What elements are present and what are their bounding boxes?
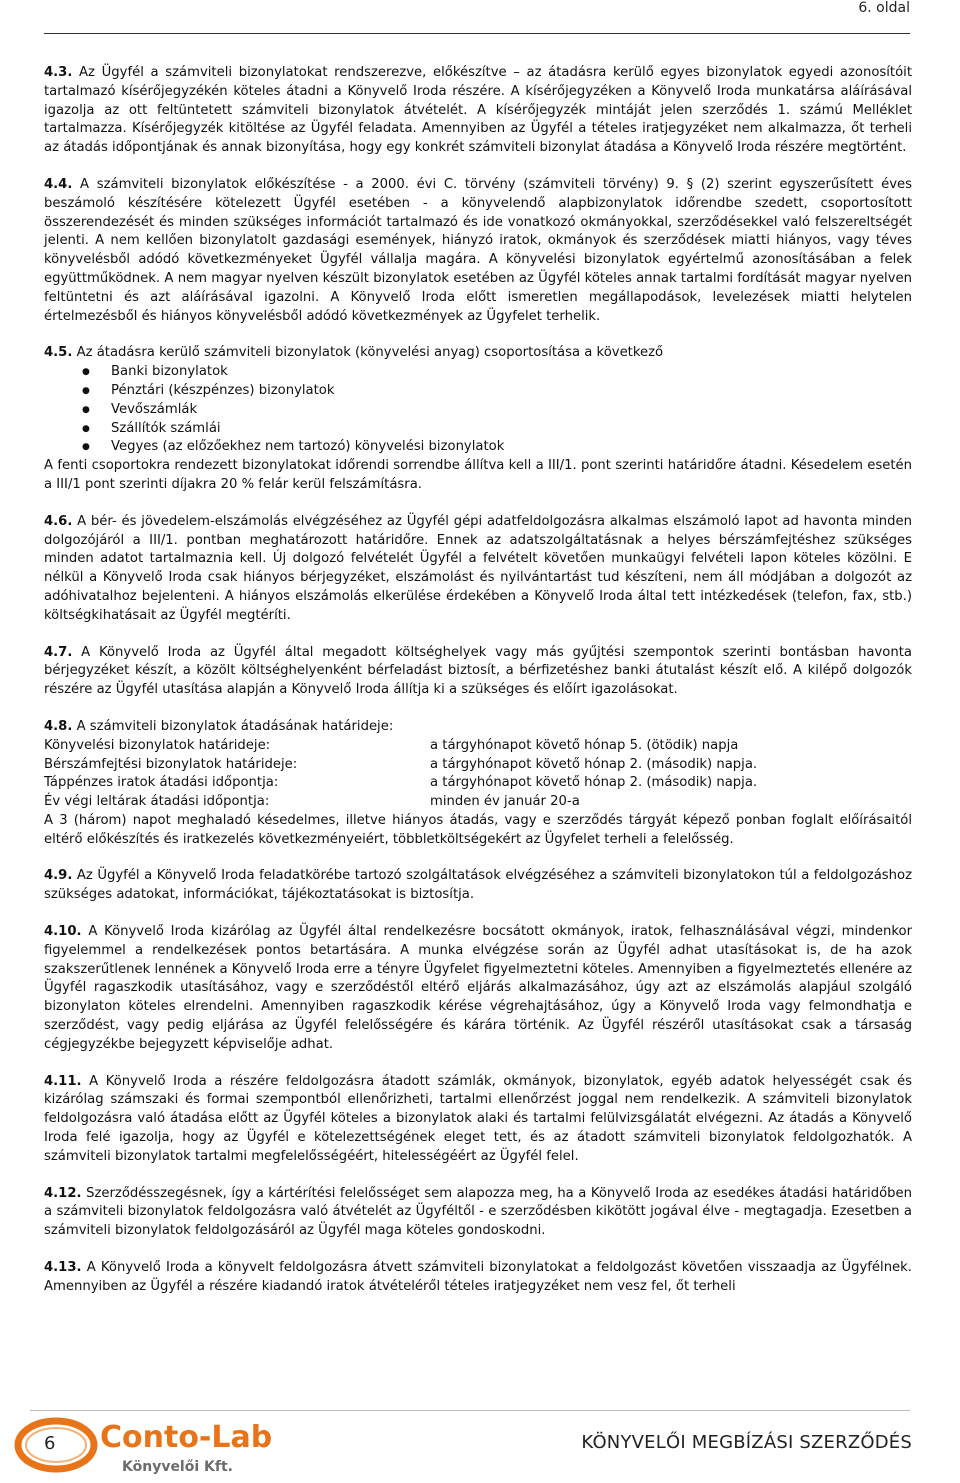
section-text: A Könyvelő Iroda kizárólag az Ügyfél által rendelkezésre bocsátott okmányok, iratok, felhasználásával végzi, mindenkor figyelemmel a rendelkezések pontos betartására. A munka elvégzése során az Ügyfél adhat utasításokat is, de ha azok szakszerűtlenek lennének a Könyvelő Iroda erre a tényre Ügyfelet figyelmeztetni köteles. Amennyiben a figyelmeztetés ellenére az Ügyfél ragaszkodik utasításához, vagy e szerződéstől eltérő eljárás alkalmazásához, úgy azt az elszámolás alapjául szolgáló bizonylaton köteles elrendelni. Amennyiben ragaszkodik kérése végrehajtásához, úgy a Könyvelő Iroda vagy felmondhatja e szerződést, vagy pedig eljárása az Ügyfél felelősségére és kárára történik. Az Ügyfél részéről utasításokat csak a társaság cégjegyzékbe bejegyzett képviselője adhat. xyxy=(44,924,912,1052)
section-text: A Könyvelő Iroda a könyvelt feldolgozásra átvett számviteli bizonylatokat a feldolgozást követően visszaadja az Ügyfélnek. Amennyiben az Ügyfél a részére kiadandó iratok átvételéről tételes iratjegyzéket nem vesz fel, őt terheli xyxy=(44,1260,912,1294)
section-number: 4.5. xyxy=(44,345,73,361)
section-number: 4.9. xyxy=(44,868,73,884)
section-4-3 xyxy=(44,64,912,158)
header-divider xyxy=(44,33,910,34)
section-text: Szerződésszegésnek, így a kártérítési felelősséget sem alapozza meg, ha a Könyvelő Iroda az esedékes átadási határidőben a számviteli bizonylatok feldolgozásra való átvételét az Ügyféltől - e szerződésben kikötött jogával élve - megtagadja. Ezesetben a számviteli bizonylatok feldolgozásáról az Ügyfél maga köteles gondoskodni. xyxy=(44,1185,912,1239)
section-text: Az Ügyfél a számviteli bizonylatokat rendszerezve, előkészítve – az átadásra kerülő egyes bizonylatok egyedi azonosítóit tartalmazó kísérőjegyzékén köteles átadni a Könyvelő Iroda részére. A kísérőjegyzéken a Könyvelő Iroda munkatársa aláírásával igazolja az ott feltüntetett számviteli bizonylatok átvételét. A kísérőjegyzék mintáját jelen szerződés 1. számú Melléklet tartalmazza. Kísérőjegyzék kitöltése az Ügyfél feladata. Amennyiben az Ügyfél a tételes iratjegyzéket nem alkalmazza, őt terheli az átadás időpontjának és annak bizonyítása, hogy egy konkrét számviteli bizonylat átadása a Könyvelő Iroda részére megtörtént. xyxy=(44,65,912,156)
section-number: 4.12. xyxy=(44,1185,82,1201)
footer-divider xyxy=(30,1410,910,1411)
deadline-label: Év végi leltárak átadási időpontja: xyxy=(44,794,270,810)
section-number: 4.3. xyxy=(44,65,73,80)
section-intro: Az átadásra kerülő számviteli bizonylatok (könyvelési anyag) csoportosítása a következő xyxy=(76,345,664,361)
deadline-label: Bérszámfejtési bizonylatok határideje: xyxy=(44,756,298,772)
section-4-10 xyxy=(44,923,912,1055)
list-item: ● Szállítók számlái xyxy=(44,420,912,439)
document-body xyxy=(44,64,912,1315)
footer-page-number: 6 xyxy=(44,1433,56,1454)
section-4-7 xyxy=(44,644,912,700)
section-4-5 xyxy=(44,344,912,494)
deadline-value: a tárgyhónapot követő hónap 2. (második) napja. xyxy=(430,775,758,791)
table-row xyxy=(44,793,912,812)
list-item: ● Vevőszámlák xyxy=(44,401,912,420)
section-text: A számviteli bizonylatok előkészítése - a 2000. évi C. törvény (számviteli törvény) 9. § (2) szerint egyszerűsített éves beszámoló készítésére kötelezett Ügyfél esetében - a könyvelendő alapbizonylatok időrendbe szedett, csoportosított összerendezését és minden szükséges információt tartalmazó és ide vonatkozó okmányokkal, szerződésekkel való felszereltségét jelenti. A nem kellően bizonylatolt gazdasági események, hiányzó iratok, okmányok és szerződések miatti hiányos, vagy téves könyvelésből adódó következményeket Ügyfél vállalja magára. A könyvelési bizonylatok egyértelmű azonosításában a felek együttműködnek. A nem magyar nyelven készült bizonylatok esetében az Ügyfél köteles annak tartalmi fordítását magyar nyelven feltüntetni és azt aláírásával igazolni. A Könyvelő Iroda előtt ismeretlen megállapodások, levelezések miatti helytelen értelmezésből és hiányos könyvelésből adódó következmények az Ügyfelet terhelik. xyxy=(44,176,912,324)
section-number: 4.4. xyxy=(44,176,73,192)
section-number: 4.10. xyxy=(44,924,82,940)
deadline-value: a tárgyhónapot követő hónap 2. (második) napja. xyxy=(430,756,758,772)
footer-document-title: KÖNYVELŐI MEGBÍZÁSI SZERZŐDÉS xyxy=(581,1432,912,1453)
section-text: A Könyvelő Iroda a részére feldolgozásra átadott számlák, okmányok, bizonylatok, egyéb adatok helyességét csak és kizárólag számszaki és formai szempontból ellenőrizheti, tartalmi ellenőrzést joggal nem rendelkezik. A számviteli bizonylatok feldolgozásra való átadása előtt az Ügyfél köteles a bizonylatok alaki és tartalmi felülvizsgálatát elvégezni. Az átadás a Könyvelő Iroda felé igazolja, hogy az Ügyfél e kötelezettségének eleget tett, és az átadott számviteli bizonylatok feldolgozhatók. A számviteli bizonylatok tartalmi megfelelősségéért, hitelességéért az Ügyfél felel. xyxy=(44,1073,912,1164)
section-number: 4.11. xyxy=(44,1073,82,1089)
section-outro: A 3 (három) napot meghaladó késedelmes, illetve hiányos átadás, vagy e szerződés tárgyát képező ponban foglalt előírásaitól eltérő előkészítés és iratkezelés következményeiért, többletköltségekért az Ügyfelet terheli a felelősség. xyxy=(44,812,912,847)
section-text: A Könyvelő Iroda az Ügyfél által megadott költséghelyek vagy más gyűjtési szempontok szerinti bontásban havonta bérjegyzéket készít, a közölt költséghelyenként bérfeladást biztosít, a bérfizetéshez banki átutalást készít elő. A kilépő dolgozók részére az Ügyfél utasítása alapján a Könyvelő Iroda állítja ki a szükséges és előírt igazolásokat. xyxy=(44,644,912,698)
section-4-4 xyxy=(44,176,912,326)
logo-ring-icon xyxy=(26,1428,86,1462)
table-row xyxy=(44,774,912,793)
section-4-6 xyxy=(44,513,912,626)
section-text: Az Ügyfél a Könyvelő Iroda feladatkörébe tartozó szolgáltatások elvégzéséhez a számviteli bizonylatokon túl a feldolgozáshoz szükséges adatokat, információkat, tájékoztatásokat is biztosítja. xyxy=(44,868,912,903)
deadline-value: minden év január 20-a xyxy=(430,794,580,810)
section-4-12 xyxy=(44,1185,912,1241)
deadline-label: Táppénzes iratok átadási időpontja: xyxy=(44,775,279,791)
section-4-8 xyxy=(44,718,912,850)
table-row xyxy=(44,737,912,756)
logo-wordmark: Conto-Lab xyxy=(100,1420,273,1455)
section-number: 4.6. xyxy=(44,513,73,529)
list-item: ● Vegyes (az előzőekhez nem tartozó) könyvelési bizonylatok xyxy=(44,438,912,457)
section-text: A bér- és jövedelem-elszámolás elvégzéséhez az Ügyfél gépi adatfeldolgozásra alkalmas elszámoló lapot ad havonta minden dolgozójáról a III/1. pontban meghatározott határidőre. Ennek az adatszolgáltatásnak a helyes bérszámfejtéshez szükséges minden adatot tartalmaznia kell. Új dolgozó felvételét Ügyfél a felvételt követően munkaügyi felvételi lapon köteles közölni. E nélkül a Könyvelő Iroda csak hiányos bérjegyzéket, elszámolást és nyilvántartást tud készíteni, nem áll módjában a dolgozót az adóhivatalhoz bejelenteni. A hiányos elszámolás elkerülése érdekében a Könyvelő Iroda által tett intézkedések (telefon, fax, stb.) költségkihatásait az Ügyfél megtéríti. xyxy=(44,513,912,623)
list-item: ● Pénztári (készpénzes) bizonylatok xyxy=(44,382,912,401)
logo-subtitle: Könyvelői Kft. xyxy=(122,1459,233,1475)
page-number-header: 6. oldal xyxy=(858,0,910,16)
section-number: 4.13. xyxy=(44,1260,82,1276)
document-group-list xyxy=(44,363,912,457)
deadline-table xyxy=(44,737,912,812)
section-number: 4.8. xyxy=(44,718,73,734)
section-4-13 xyxy=(44,1259,912,1297)
list-item: ● Banki bizonylatok xyxy=(44,363,912,382)
section-4-11 xyxy=(44,1073,912,1167)
deadline-label: Könyvelési bizonylatok határideje: xyxy=(44,737,271,753)
section-number: 4.7. xyxy=(44,644,73,660)
deadline-value: a tárgyhónapot követő hónap 5. (ötödik) napja xyxy=(430,737,739,753)
conto-lab-logo xyxy=(12,1413,302,1477)
table-row xyxy=(44,756,912,775)
section-intro: A számviteli bizonylatok átadásának határideje: xyxy=(76,718,394,734)
section-outro: A fenti csoportokra rendezett bizonylatokat időrendi sorrendbe állítva kell a III/1. pont szerinti határidőre átadni. Késedelem esetén a III/1 pont szerinti díjakra 20 % felár kerül felszámításra. xyxy=(44,458,912,492)
section-4-9 xyxy=(44,867,912,905)
